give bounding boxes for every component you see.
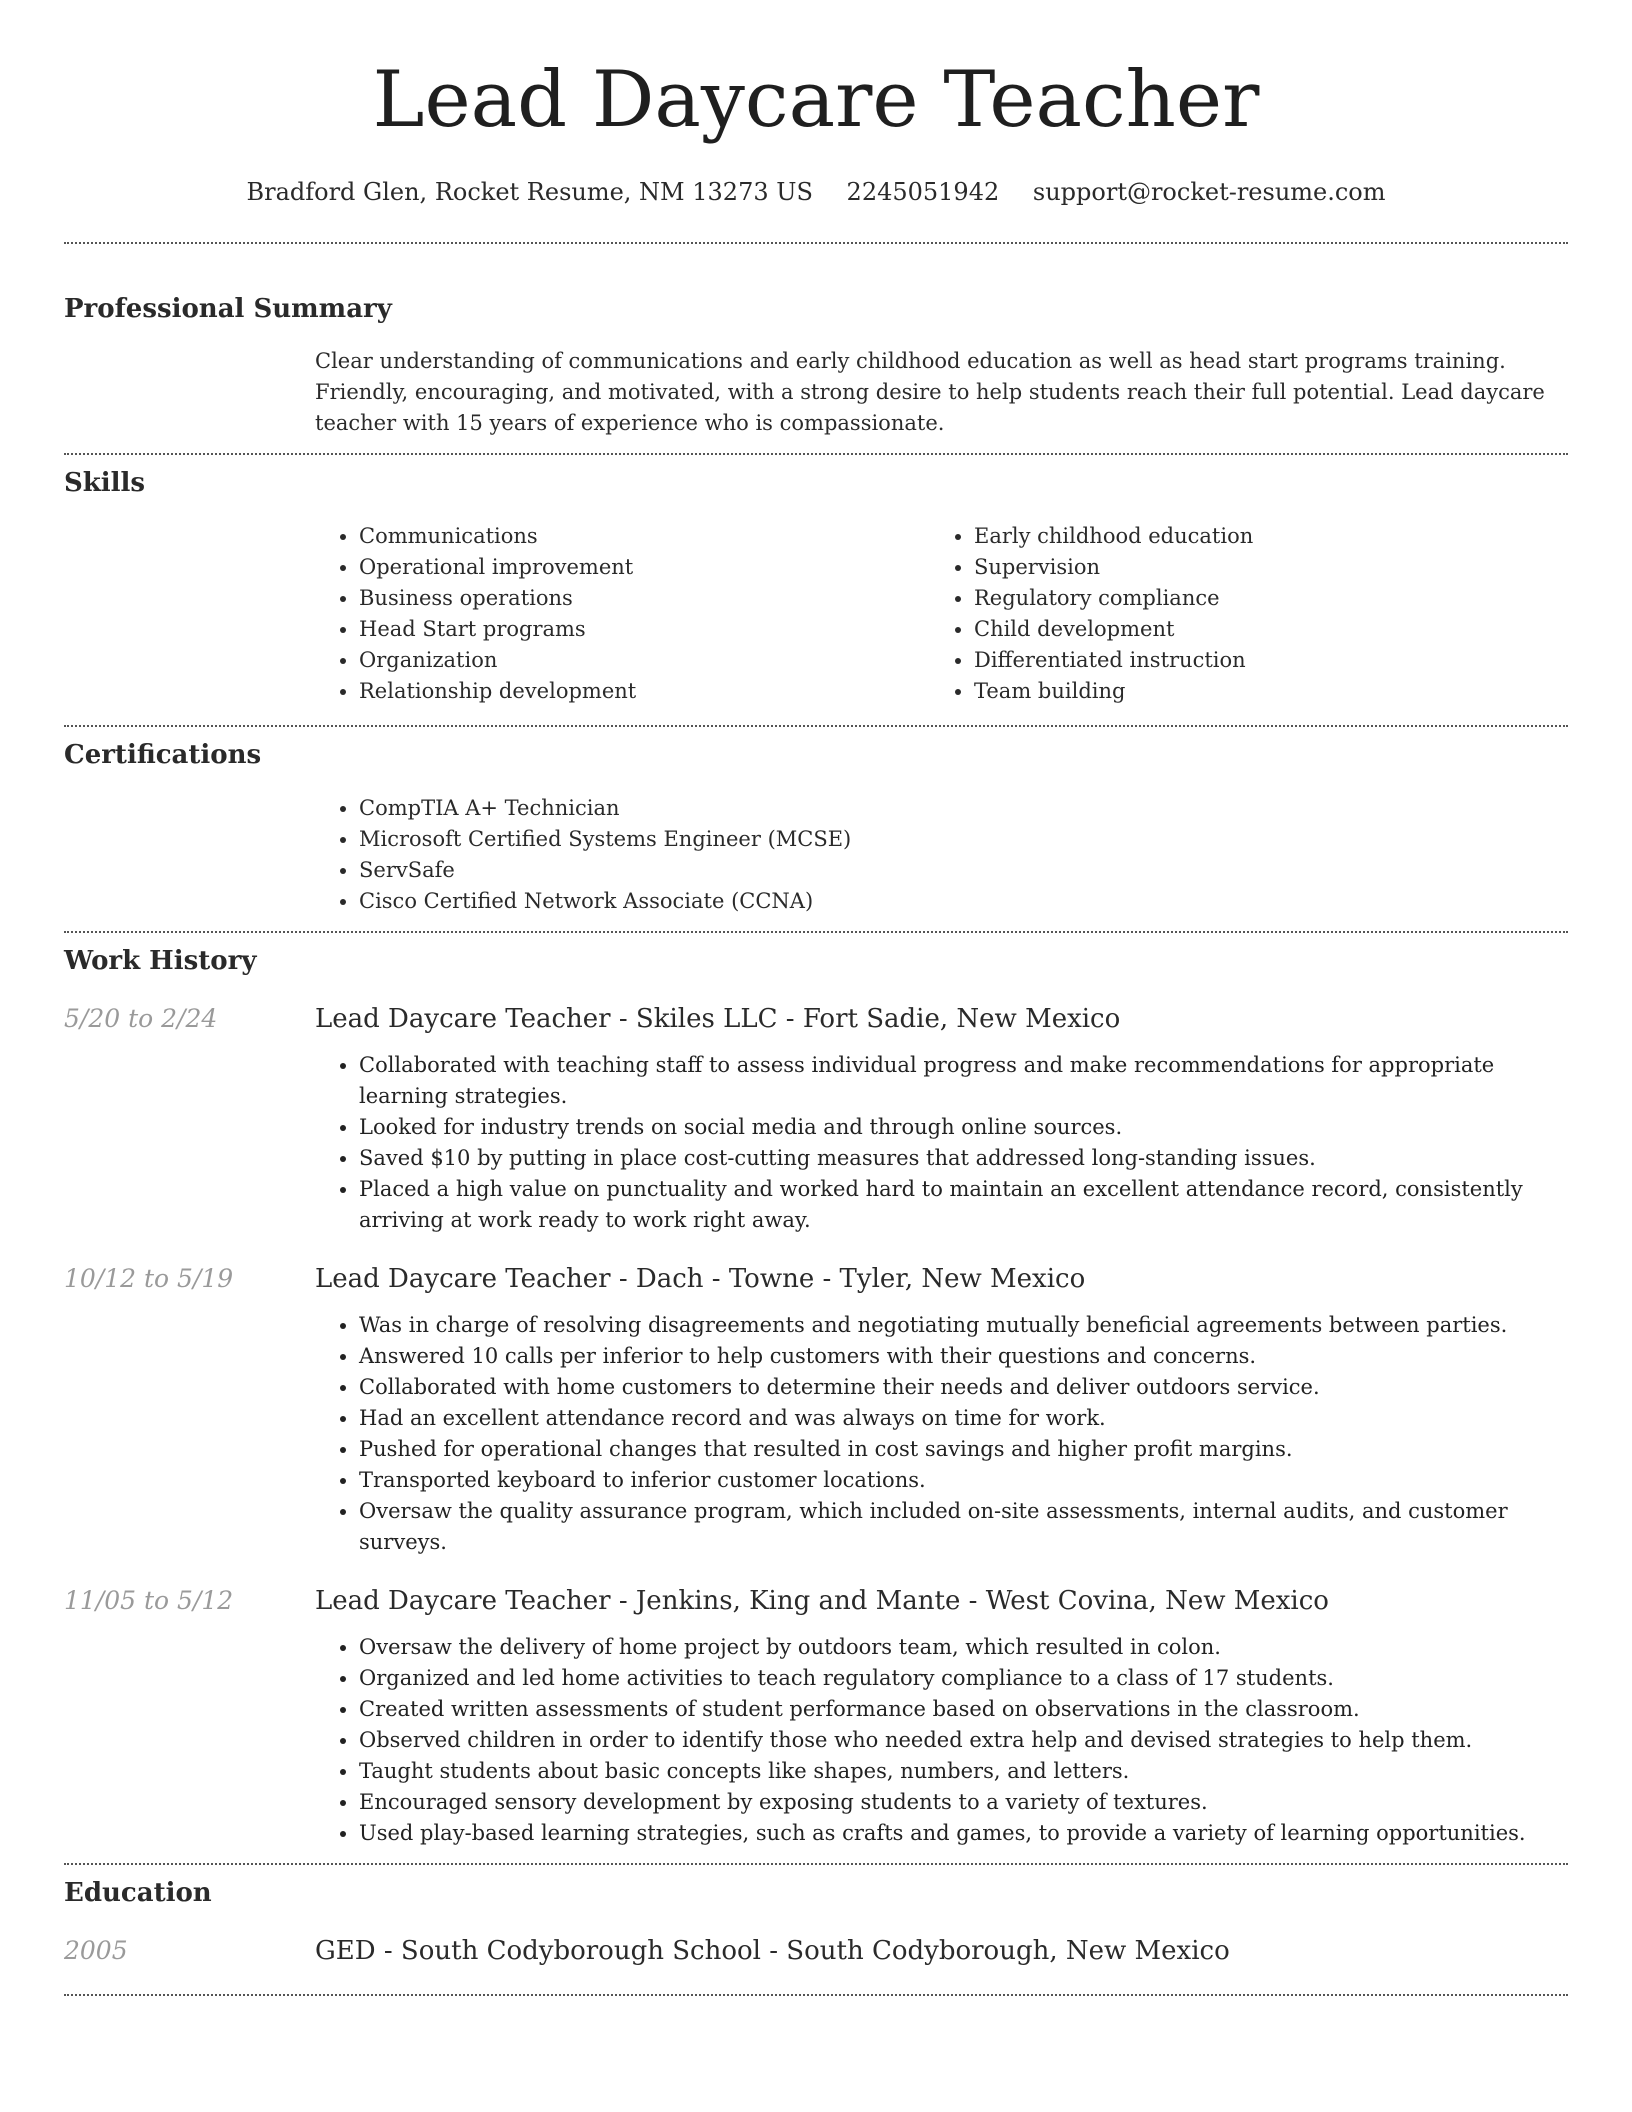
summary-heading: Professional Summary <box>64 294 392 324</box>
job-bullet: • Collaborated with teaching staff to assess individual progress and make recommendations for appropriate learning strategies. <box>359 1050 1568 1112</box>
job-bullet: • Saved $10 by putting in place cost-cutting measures that addressed long-standing issues. <box>359 1143 1568 1174</box>
job-entry <box>64 1584 1568 1849</box>
skills-section <box>64 455 1568 707</box>
job-bullet: • Looked for industry trends on social media and through online sources. <box>359 1112 1568 1143</box>
job-bullet: • Collaborated with home customers to determine their needs and deliver outdoors service. <box>359 1372 1568 1403</box>
work-history-heading: Work History <box>64 946 257 976</box>
skill-item: • Differentiated instruction <box>974 645 1568 676</box>
contact-phone: 2245051942 <box>846 178 1000 206</box>
education-date: 2005 <box>64 1936 128 1965</box>
skill-item: • Team building <box>974 676 1568 707</box>
certifications-heading: Certifications <box>64 740 262 770</box>
skills-heading: Skills <box>64 468 146 498</box>
job-bullet: • Had an excellent attendance record and was always on time for work. <box>359 1403 1568 1434</box>
job-bullet: • Oversaw the quality assurance program, which included on-site assessments, internal audits, and customer surveys. <box>359 1496 1568 1558</box>
certifications-list <box>315 793 1568 917</box>
summary-body <box>315 346 1568 439</box>
contact-email: support@rocket-resume.com <box>1032 178 1386 206</box>
job-bullet: • Transported keyboard to inferior customer locations. <box>359 1465 1568 1496</box>
skills-list-right <box>930 521 1568 707</box>
job-title: Lead Daycare Teacher - Skiles LLC - Fort Sadie, New Mexico <box>315 1004 1121 1034</box>
education-section <box>64 1865 1568 1968</box>
education-heading: Education <box>64 1878 212 1908</box>
section-divider <box>64 1994 1568 1996</box>
job-bullet: • Taught students about basic concepts like shapes, numbers, and letters. <box>359 1756 1568 1787</box>
skill-item: • Organization <box>359 645 930 676</box>
skill-item: • Early childhood education <box>974 521 1568 552</box>
skill-item: • Communications <box>359 521 930 552</box>
job-bullet: • Placed a high value on punctuality and worked hard to maintain an excellent attendance record, consistently arriving at work ready to work right away. <box>359 1174 1568 1236</box>
certifications-section <box>64 727 1568 917</box>
resume-header <box>64 0 1568 208</box>
skill-item: • Child development <box>974 614 1568 645</box>
certification-item: • Cisco Certified Network Associate (CCNA) <box>359 886 1568 917</box>
job-title: Lead Daycare Teacher - Dach - Towne - Tyler, New Mexico <box>315 1264 1086 1294</box>
skill-item: • Supervision <box>974 552 1568 583</box>
certification-item: • Microsoft Certified Systems Engineer (MCSE) <box>359 824 1568 855</box>
job-bullet: • Oversaw the delivery of home project by outdoors team, which resulted in colon. <box>359 1632 1568 1663</box>
skill-item: • Business operations <box>359 583 930 614</box>
certifications-body <box>315 793 1568 917</box>
job-date: 5/20 to 2/24 <box>64 1004 218 1033</box>
summary-section <box>64 244 1568 439</box>
job-bullet: • Created written assessments of student performance based on observations in the classroom. <box>359 1694 1568 1725</box>
job-bullet: • Observed children in order to identify those who needed extra help and devised strategies to help them. <box>359 1725 1568 1756</box>
job-date: 11/05 to 5/12 <box>64 1586 234 1615</box>
job-entry <box>64 1002 1568 1236</box>
job-bullet: • Was in charge of resolving disagreements and negotiating mutually beneficial agreements between parties. <box>359 1310 1568 1341</box>
skills-body <box>315 521 1568 707</box>
job-bullet: • Organized and led home activities to teach regulatory compliance to a class of 17 students. <box>359 1663 1568 1694</box>
skill-item: • Head Start programs <box>359 614 930 645</box>
certification-item: • CompTIA A+ Technician <box>359 793 1568 824</box>
job-bullets <box>315 1632 1568 1849</box>
skill-item: • Relationship development <box>359 676 930 707</box>
job-bullet: • Encouraged sensory development by exposing students to a variety of textures. <box>359 1787 1568 1818</box>
skill-item: • Operational improvement <box>359 552 930 583</box>
summary-text: Clear understanding of communications and early childhood education as well as head start programs training. Friendly, encouraging, and motivated, with a strong desire to help students reach their full potential. Lead daycare teacher with 15 years of experience who is compassionate. <box>315 349 1545 435</box>
skill-item: • Regulatory compliance <box>974 583 1568 614</box>
work-history-section <box>64 933 1568 1849</box>
contact-address: Bradford Glen, Rocket Resume, NM 13273 US <box>246 178 813 206</box>
job-entry <box>64 1262 1568 1558</box>
skills-list-left <box>315 521 930 707</box>
job-bullets <box>315 1050 1568 1236</box>
certification-item: • ServSafe <box>359 855 1568 886</box>
job-bullet: • Used play-based learning strategies, such as crafts and games, to provide a variety of learning opportunities. <box>359 1818 1568 1849</box>
skills-grid <box>315 521 1568 707</box>
contact-line <box>64 176 1568 208</box>
job-bullets <box>315 1310 1568 1558</box>
education-entry <box>64 1934 1568 1968</box>
job-bullet: • Pushed for operational changes that resulted in cost savings and higher profit margins. <box>359 1434 1568 1465</box>
job-bullet: • Answered 10 calls per inferior to help customers with their questions and concerns. <box>359 1341 1568 1372</box>
education-title: GED - South Codyborough School - South Codyborough, New Mexico <box>315 1936 1230 1966</box>
job-date: 10/12 to 5/19 <box>64 1264 234 1293</box>
job-title: Lead Daycare Teacher - Jenkins, King and Mante - West Covina, New Mexico <box>315 1586 1329 1616</box>
candidate-title: Lead Daycare Teacher <box>372 55 1260 145</box>
